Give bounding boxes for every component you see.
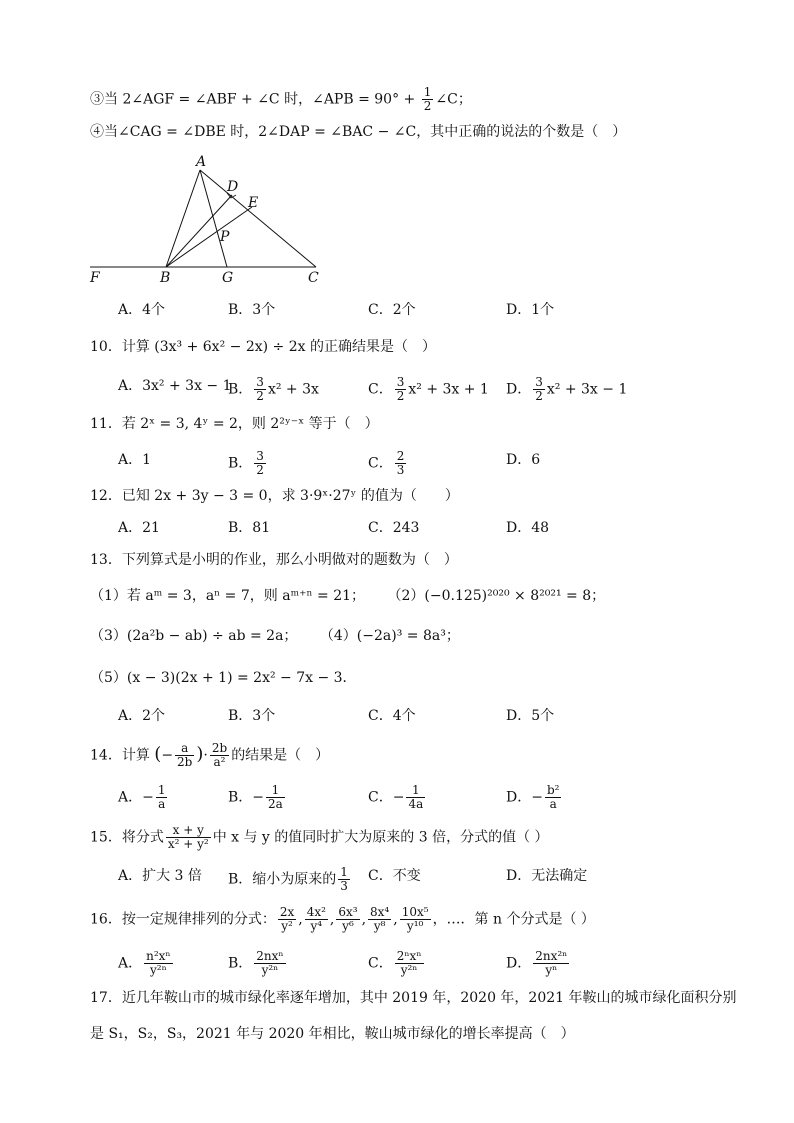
q13-line3: （5）(x − 3)(2x + 1) = 2x² − 7x − 3． [90,670,357,686]
q16-stem: 16．按一定规律排列的分式： $\frac{2x}{\text{y²}}$ , $\frac{\text{4x²}}{\text{y⁴}}$ , $\frac{\text{6x³}}{\text{y⁶}}$ , $\frac{\text{8x⁴}}{\text{y⁸}}$ , $\frac{\text{10x⁵}}{\text{y¹⁰}}$ ，…．第 n 个分式是（ ） [90,905,595,933]
fraction: $\frac{\text{2ⁿxⁿ}}{\text{y²ⁿ}}$ [396,949,422,977]
option-b[interactable]: B．− $\frac{1}{2a}$ [228,783,283,811]
label-g: G [222,270,234,285]
q13-item1: （1）若 aᵐ = 3，aⁿ = 7，则 aᵐ⁺ⁿ = 21； [90,588,366,604]
q11-stem: 11．若 2ˣ = 3, 4ʸ = 2，则 2²ʸ⁻ˣ 等于（ ） [90,416,379,432]
option-a[interactable]: A．4个 [118,302,166,318]
q13-line1 [90,586,605,606]
option-d[interactable]: D．48 [506,520,550,536]
q13-item2: （2）(−0.125)²⁰²⁰ × 8²⁰²¹ = 8； [387,588,606,604]
fraction: $\frac{3}{2}$ [256,449,264,477]
option-c[interactable]: C．− $\frac{1}{4a}$ [368,783,424,811]
option-c[interactable]: C． $\frac{2}{3}$ [368,449,405,477]
option-d[interactable]: D．无法确定 [506,868,588,884]
option-b[interactable]: B．81 [228,520,271,536]
option-d[interactable]: D．5个 [506,708,555,724]
sequence-term: $\frac{\text{4x²}}{\text{y⁴}}$ [306,905,326,933]
q13-line2 [90,626,460,646]
q9-item4 [90,122,626,142]
q13-stem: 13．下列算式是小明的作业，那么小明做对的题数为（ ） [90,552,458,568]
sequence-term: $\frac{\text{6x³}}{\text{y⁶}}$ [338,905,358,933]
fraction: $\frac{1}{3}$ [340,865,348,893]
item-marker: ④ [90,124,104,140]
q10-stem: 10．计算 (3x³ + 6x² − 2x) ÷ 2x 的正确结果是（ ） [90,339,436,355]
fraction: $\frac{x + y}{\text{x² + y²}}$ [167,823,209,851]
fraction: $\frac{\text{2nxⁿ}}{\text{y²ⁿ}}$ [256,949,284,977]
sequence-term: $\frac{\text{10x⁵}}{\text{y¹⁰}}$ [401,905,429,933]
q13-item3: （3）(2a²b − ab) ÷ ab = 2a； [90,628,298,644]
label-e: E [248,195,259,211]
fraction: $\frac{2}{3}$ [396,449,405,477]
option-c[interactable]: C． $\frac{\text{2ⁿxⁿ}}{\text{y²ⁿ}}$ [368,949,422,977]
q9-item3-suffix: ∠C； [435,91,472,108]
triangle-figure [86,150,336,285]
option-c[interactable]: C．4个 [368,708,416,724]
option-d[interactable]: D．− $\frac{\text{b²}}{a}$ [506,783,560,811]
segment-be [166,207,252,267]
option-a[interactable]: A． $\frac{\text{n²xⁿ}}{\text{y²ⁿ}}$ [118,949,171,977]
label-a: A [196,154,207,170]
option-d[interactable]: D． $\frac{3}{2}$ x² + 3x − 1 [506,375,628,403]
fraction: $\frac{3}{2}$ [535,375,543,403]
segment-ac [200,170,316,267]
option-a[interactable]: A．1 [118,452,152,468]
fraction: $\frac{1}{2}$ [423,85,432,113]
label-b: B [160,270,171,285]
option-b[interactable]: B．3个 [228,302,276,318]
option-c[interactable]: C．不变 [368,868,421,884]
item-marker: ③ [90,91,104,108]
fraction: $\frac{\text{b²}}{a}$ [546,783,560,811]
q9-item3-prefix: 当 2∠AGF = ∠ABF + ∠C 时，∠APB = 90° + [104,91,416,108]
option-a[interactable]: A．− $\frac{1}{a}$ [118,783,166,811]
option-b[interactable]: B．缩小为原来的 $\frac{1}{3}$ [228,865,348,893]
option-a[interactable]: A．3x² + 3x − 1 [118,378,232,394]
q14-stem: 14．计算 (− $\frac{a}{2b}$ )· $\frac{2b}{\text{a²}}$ 的结果是（ ） [90,741,330,769]
label-f: F [90,270,100,285]
option-d[interactable]: D． $\frac{\text{2nx²ⁿ}}{\text{yⁿ}}$ [506,949,568,977]
option-c[interactable]: C．243 [368,520,420,536]
q13-item4: （4）(−2a)³ = 8a³； [319,628,460,644]
sequence-term: $\frac{2x}{\text{y²}}$ [279,905,295,933]
option-a[interactable]: A．2个 [118,708,166,724]
option-b[interactable]: B． $\frac{3}{2}$ [228,449,264,477]
option-d[interactable]: D．1个 [506,302,555,318]
fraction: $\frac{\text{2nx²ⁿ}}{\text{yⁿ}}$ [535,949,568,977]
label-c: C [308,270,319,285]
fraction: $\frac{1}{a}$ [157,783,166,811]
q17-line1: 17．近几年鞍山市的城市绿化率逐年增加，其中 2019 年，2020 年，2021 年鞍山的城市绿化面积分别 [90,990,737,1006]
option-b[interactable]: B．3个 [228,708,276,724]
q17-line2: 是 S₁，S₂，S₃，2021 年与 2020 年相比，鞍山城市绿化的增长率提高（ ） [90,1026,575,1042]
label-d: D [227,179,239,195]
q15-stem: 15．将分式 $\frac{x + y}{\text{x² + y²}}$ 中 x 与 y 的值同时扩大为原来的 3 倍，分式的值（ ） [90,823,549,851]
option-b[interactable]: B． $\frac{\text{2nxⁿ}}{\text{y²ⁿ}}$ [228,949,284,977]
sequence-term: $\frac{\text{8x⁴}}{\text{y⁸}}$ [370,905,390,933]
fraction: $\frac{\text{n²xⁿ}}{\text{y²ⁿ}}$ [146,949,171,977]
fraction: $\frac{2b}{\text{a²}}$ [211,741,228,769]
option-a[interactable]: A．21 [118,520,160,536]
option-a[interactable]: A．扩大 3 倍 [118,868,202,884]
option-c[interactable]: C．2个 [368,302,416,318]
segment-ag [200,170,227,267]
option-b[interactable]: B． $\frac{3}{2}$ x² + 3x [228,375,319,403]
option-c[interactable]: C． $\frac{3}{2}$ x² + 3x + 1 [368,375,489,403]
fraction: $\frac{1}{2a}$ [268,783,283,811]
q9-item4-text: 当∠CAG = ∠DBE 时，2∠DAP = ∠BAC − ∠C，其中正确的说法的个数是（ ） [104,124,627,140]
option-d[interactable]: D．6 [506,452,541,468]
fraction: $\frac{a}{2b}$ [177,741,193,769]
fraction: $\frac{3}{2}$ [256,375,264,403]
segment-ab [166,170,200,267]
q9-item3 [90,86,472,113]
q12-stem: 12．已知 2x + 3y − 3 = 0，求 3·9ˣ·27ʸ 的值为（ ） [90,488,459,504]
fraction: $\frac{3}{2}$ [396,375,405,403]
fraction: $\frac{1}{4a}$ [408,783,424,811]
label-p: P [220,229,230,245]
